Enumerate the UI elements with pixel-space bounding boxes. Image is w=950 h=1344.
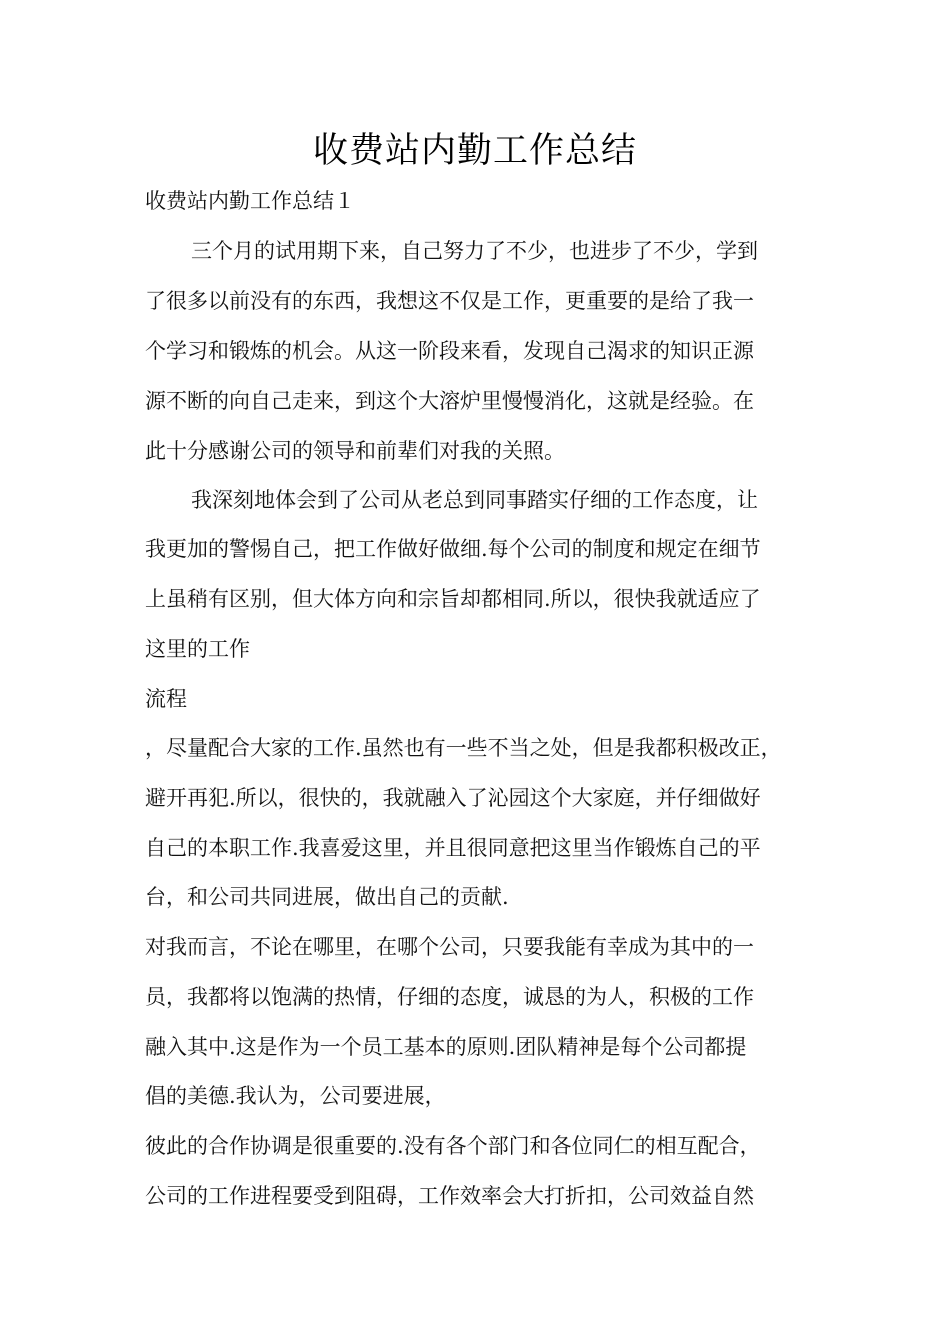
text-line: 彼此的合作协调是很重要的.没有各个部门和各位同仁的相互配合，: [145, 1134, 761, 1158]
text-line: 我深刻地体会到了公司从老总到同事踏实仔细的工作态度，让: [191, 488, 758, 512]
text-line: 自己的本职工作.我喜爱这里，并且很同意把这里当作锻炼自己的平: [145, 836, 761, 860]
text-line: 我更加的警惕自己，把工作做好做细.每个公司的制度和规定在细节: [145, 537, 761, 561]
text-line: 台，和公司共同进展，做出自己的贡献.: [145, 885, 509, 909]
text-line: 倡的美德.我认为，公司要进展，: [145, 1084, 446, 1108]
text-line: 员，我都将以饱满的热情，仔细的态度，诚恳的为人，积极的工作: [145, 985, 754, 1009]
text-line: 公司的工作进程要受到阻碍，工作效率会大打折扣，公司效益自然: [145, 1184, 754, 1208]
text-line: 融入其中.这是作为一个员工基本的原则.团队精神是每个公司都提: [145, 1035, 747, 1059]
text-line: 源不断的向自己走来，到这个大溶炉里慢慢消化，这就是经验。在: [145, 389, 754, 413]
document-title: 收费站内勤工作总结: [312, 131, 637, 171]
text-line: 此十分感谢公司的领导和前辈们对我的关照。: [145, 439, 565, 463]
section-heading: 收费站内勤工作总结１: [145, 189, 355, 213]
text-line: 避开再犯.所以，很快的，我就融入了沁园这个大家庭，并仔细做好: [145, 786, 761, 810]
text-line: 了很多以前没有的东西，我想这不仅是工作，更重要的是给了我一: [145, 289, 754, 313]
text-line: 对我而言，不论在哪里，在哪个公司，只要我能有幸成为其中的一: [145, 935, 754, 959]
text-line: 上虽稍有区别，但大体方向和宗旨却都相同.所以，很快我就适应了: [145, 587, 761, 611]
text-line: ，尽量配合大家的工作.虽然也有一些不当之处，但是我都积极改正，: [145, 736, 782, 760]
text-line: 流程: [145, 687, 187, 711]
text-line: 三个月的试用期下来，自己努力了不少，也进步了不少，学到: [191, 239, 758, 263]
text-line: 个学习和锻炼的机会。从这一阶段来看，发现自己渴求的知识正源: [145, 339, 754, 363]
text-line: 这里的工作: [145, 637, 250, 661]
